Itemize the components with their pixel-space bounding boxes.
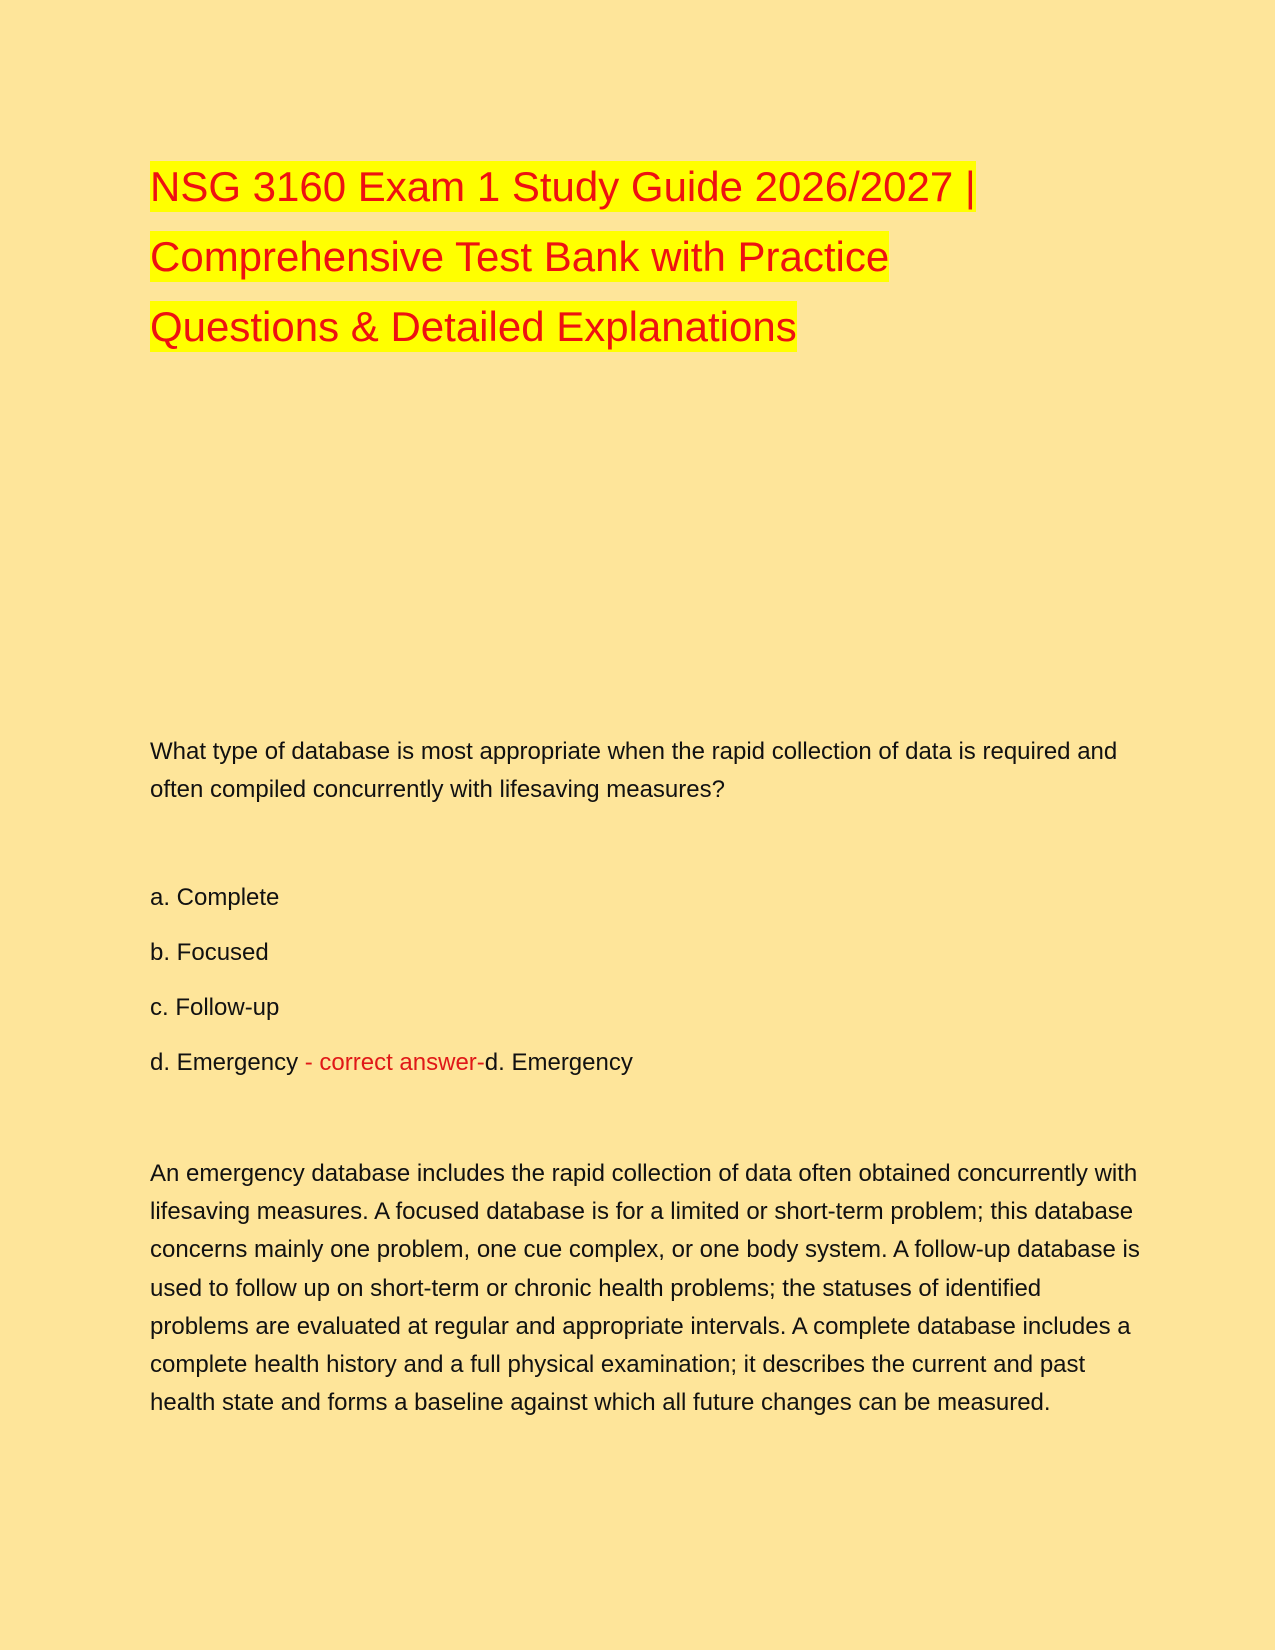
- correct-answer-value: d. Emergency: [484, 1049, 633, 1076]
- option-b: b. Focused: [150, 939, 269, 966]
- option-a: a. Complete: [150, 884, 280, 911]
- title-line-2: Comprehensive Test Bank with Practice: [150, 233, 890, 280]
- correct-answer-label: - correct answer-: [304, 1049, 485, 1076]
- title-line-1: NSG 3160 Exam 1 Study Guide 2026/2027 |: [150, 163, 976, 210]
- title-line-3: Questions & Detailed Explanations: [150, 303, 797, 350]
- answer-options: [150, 880, 633, 1100]
- option-d: [150, 1045, 633, 1100]
- option-d-text: d. Emergency: [150, 1049, 305, 1076]
- page-title: [150, 152, 1150, 362]
- question-text: What type of database is most appropriate when the rapid collection of data is required and often compiled concurrently with lifesaving measures?: [150, 738, 1118, 803]
- explanation-text: An emergency database includes the rapid collection of data often obtained concurrently with lifesaving measures. A focused database is for a limited or short-term problem; this database concerns mainly one problem, one cue complex, or one body system. A follow-up database is used to follow up on short-term or chronic health problems; the statuses of identified problems are evaluated at regular and appropriate intervals. A complete database includes a complete health history and a full physical examination; it describes the current and past health state and forms a baseline against which all future changes can be measured.: [150, 1160, 1140, 1417]
- option-c: c. Follow-up: [150, 994, 280, 1021]
